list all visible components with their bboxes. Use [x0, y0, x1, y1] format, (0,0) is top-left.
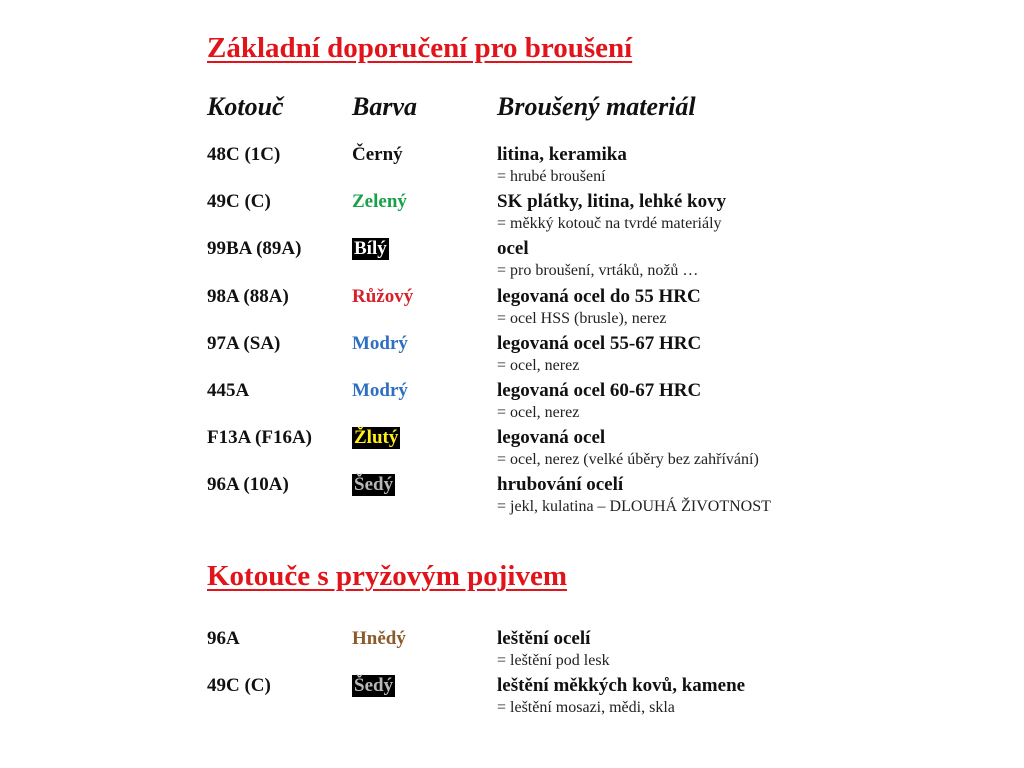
- ground-material: litina, keramika: [497, 144, 627, 165]
- column-header-material: Broušený materiál: [497, 92, 696, 121]
- material-note: = ocel, nerez: [497, 356, 580, 374]
- disc-code: 48C (1C): [207, 144, 281, 165]
- disc-color: Šedý: [354, 675, 394, 696]
- ground-material: leštění měkkých kovů, kamene: [497, 675, 746, 696]
- ground-material: SK plátky, litina, lehké kovy: [497, 191, 727, 213]
- disc-color: Šedý: [354, 474, 394, 496]
- table-row: [0, 628, 1024, 674]
- table-row: [0, 238, 1024, 284]
- disc-code: F13A (F16A): [207, 427, 313, 449]
- main-heading: Základní doporučení pro broušení: [207, 32, 633, 64]
- disc-color: Černý: [352, 144, 403, 165]
- disc-color: Modrý: [352, 332, 408, 354]
- disc-code: 96A: [207, 628, 240, 649]
- table-row: [0, 191, 1024, 237]
- disc-color: Hnědý: [352, 628, 406, 649]
- material-note: = ocel HSS (brusle), nerez: [497, 309, 667, 327]
- table-row: [0, 286, 1024, 332]
- material-note: = ocel, nerez (velké úběry bez zahřívání): [497, 451, 759, 469]
- material-note: = jekl, kulatina – DLOUHÁ ŽIVOTNOST: [497, 498, 771, 516]
- disc-code: 49C (C): [207, 675, 271, 696]
- material-note: = hrubé broušení: [497, 168, 606, 185]
- ground-material: legovaná ocel 55-67 HRC: [497, 332, 702, 354]
- ground-material: legovaná ocel do 55 HRC: [497, 285, 701, 307]
- disc-code: 97A (SA): [207, 332, 281, 354]
- column-header-color: Barva: [352, 92, 417, 121]
- rubber-bond-heading: Kotouče s pryžovým pojivem: [207, 560, 568, 592]
- ground-material: legovaná ocel: [497, 427, 606, 449]
- table-row: [0, 380, 1024, 426]
- disc-code: 96A (10A): [207, 474, 289, 496]
- material-note: = leštění mosazi, mědi, skla: [497, 699, 675, 716]
- table-row: [0, 333, 1024, 379]
- table-row: [0, 675, 1024, 721]
- material-note: = pro broušení, vrtáků, nožů …: [497, 262, 699, 280]
- disc-color: Růžový: [352, 285, 414, 307]
- material-note: = leštění pod lesk: [497, 652, 610, 669]
- disc-code: 49C (C): [207, 191, 271, 213]
- column-header-disc: Kotouč: [207, 92, 284, 121]
- table-row: [0, 474, 1024, 520]
- disc-code: 445A: [207, 380, 250, 401]
- table-row: [0, 427, 1024, 473]
- ground-material: legovaná ocel 60-67 HRC: [497, 380, 702, 401]
- disc-code: 99BA (89A): [207, 238, 302, 260]
- disc-color: Bílý: [354, 238, 387, 260]
- ground-material: hrubování ocelí: [497, 474, 624, 496]
- disc-code: 98A (88A): [207, 285, 289, 307]
- disc-color: Zelený: [352, 191, 407, 213]
- disc-color: Modrý: [352, 380, 408, 401]
- material-note: = měkký kotouč na tvrdé materiály: [497, 215, 722, 233]
- ground-material: leštění ocelí: [497, 628, 591, 649]
- material-note: = ocel, nerez: [497, 404, 580, 421]
- table-row: [0, 144, 1024, 190]
- disc-color: Žlutý: [354, 427, 399, 449]
- ground-material: ocel: [497, 238, 529, 260]
